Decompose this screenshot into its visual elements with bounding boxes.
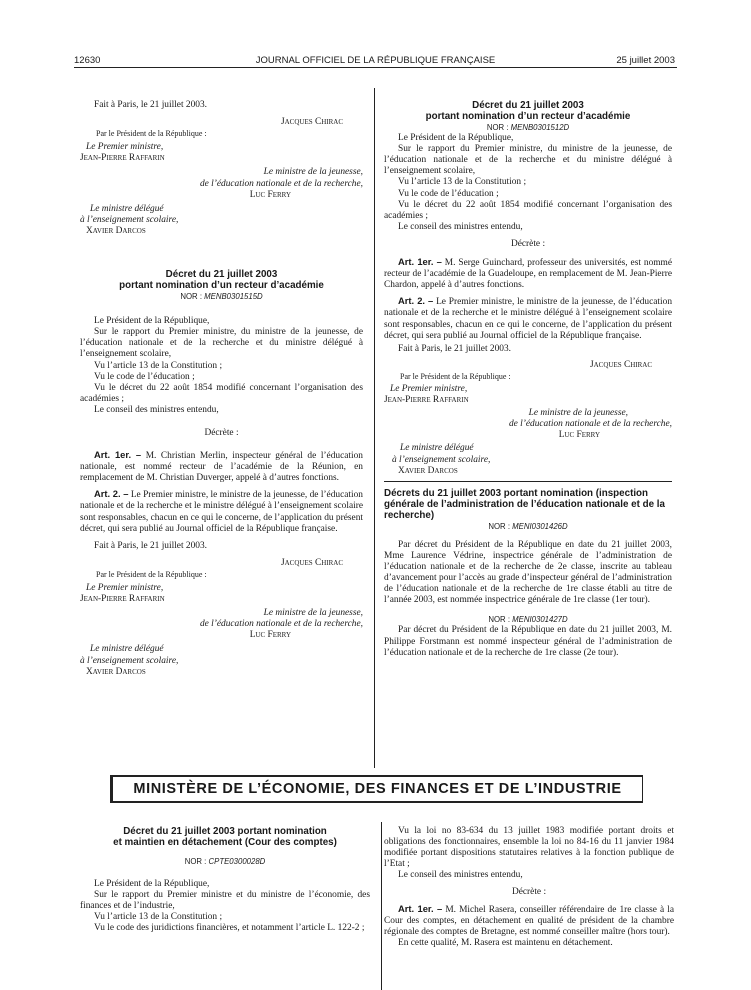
- minister-title-1: Le ministre de la jeunesse,: [263, 167, 363, 178]
- decrete-heading: Décrète :: [204, 427, 239, 438]
- signature-block-top: [80, 100, 363, 237]
- minister-name: Luc Ferry: [249, 630, 291, 641]
- decree-subtitle: et maintien en détachement (Cour des comptes): [113, 837, 337, 848]
- article-1: [384, 256, 672, 291]
- minister-name: Luc Ferry: [249, 189, 291, 200]
- decrees-inspection: [384, 488, 672, 659]
- fait-line: Fait à Paris, le 21 juillet 2003.: [94, 100, 208, 110]
- minister-title-1: Le ministre de la jeunesse,: [263, 608, 363, 619]
- delegate-title-1: Le ministre délégué: [90, 644, 164, 655]
- nor-reference: [384, 122, 672, 133]
- paragraph: Sur le rapport du Premier ministre, du ministre de la jeunesse, de l’éducation nationale et de la recherche et du ministre délégué à l’enseignement scolaire,: [80, 327, 363, 360]
- paragraph: Sur le rapport du Premier ministre et du ministre de l’économie, des finances et de l’industrie,: [80, 890, 370, 912]
- paragraph: Le conseil des ministres entendu,: [398, 870, 523, 881]
- nor-label: NOR :: [180, 292, 205, 302]
- decree-rasera-left: [80, 826, 370, 935]
- president-name: Jacques Chirac: [280, 557, 343, 568]
- decree-title: Décret du 21 juillet 2003 portant nomination: [123, 826, 327, 837]
- decree-subtitle: portant nomination d’un recteur d’académie: [119, 280, 324, 292]
- paragraph: Par décret du Président de la République en date du 21 juillet 2003, M. Philippe Forstmann est nommé inspecteur général de l’administration de l’éducation nationale et de la recherche de 1re classe (2e tour).: [384, 625, 672, 658]
- minister-title-2: de l’éducation nationale et de la recherche,: [508, 419, 672, 430]
- paragraph: Le Président de la République,: [398, 133, 514, 144]
- article-2: [80, 488, 363, 534]
- paragraph: Vu le code des juridictions financières, et notamment l’article L. 122-2 ;: [94, 923, 365, 934]
- article-text: Le Premier ministre, le ministre de la jeunesse, de l’éducation nationale et de la recherche et le ministre délégué à l’enseignement scolaire sont responsables, chacun en ce qui le concerne, de l’application du présent décret, qui sera publié au Journal officiel de la République française.: [384, 297, 673, 341]
- article-2: [384, 295, 672, 341]
- nor-code: MENI0301426D: [512, 521, 568, 531]
- nor-reference: [80, 291, 363, 302]
- paragraph: Vu le décret du 22 août 1854 modifié concernant l’organisation des académies ;: [80, 382, 363, 404]
- decree-title: Décrets du 21 juillet 2003 portant nomination (inspection générale de l’administration de l’éducation nationale et de la recherche): [384, 487, 665, 521]
- nor-reference: [384, 614, 672, 625]
- column-divider-bottom: [381, 822, 382, 990]
- decree-merlin: [80, 269, 363, 678]
- nor-reference: [80, 856, 370, 867]
- article-1: [80, 449, 363, 484]
- paragraph: Le Président de la République,: [94, 316, 210, 327]
- par-le-president: Par le Président de la République :: [400, 371, 511, 381]
- paragraph: Vu la loi no 83-634 du 13 juillet 1983 modifiée portant droits et obligations des fonctionnaires, ensemble la loi no 84-16 du 11 janvier 1984 modifiée portant dispositions statutaires relatives à la fonction publique de l’Etat ;: [384, 826, 674, 870]
- left-column: [80, 100, 363, 678]
- minister-title-1: Le ministre de la jeunesse,: [528, 408, 628, 419]
- delegate-name: Xavier Darcos: [86, 666, 146, 677]
- minister-title-2: de l’éducation nationale et de la recherche,: [199, 178, 363, 189]
- article-1: [384, 903, 674, 938]
- section-rule: [384, 481, 672, 482]
- nor-code: MENB0301515D: [204, 292, 263, 302]
- article-label: Art. 2. –: [398, 295, 434, 307]
- pm-title: Le Premier ministre,: [86, 583, 164, 593]
- decree-guinchard: [384, 100, 672, 477]
- delegate-title-1: Le ministre délégué: [400, 443, 474, 454]
- pm-title: Le Premier ministre,: [86, 142, 164, 153]
- delegate-title-2: à l’enseignement scolaire,: [80, 214, 179, 225]
- pm-name: Jean-Pierre Raffarin: [80, 153, 165, 164]
- paragraph: Vu l’article 13 de la Constitution ;: [94, 360, 223, 371]
- decrete-heading: Décrète :: [510, 238, 546, 249]
- pm-name: Jean-Pierre Raffarin: [384, 395, 469, 406]
- article-label: Art. 1er. –: [94, 449, 142, 461]
- paragraph: Par décret du Président de la République en date du 21 juillet 2003, Mme Laurence Védrine, inspectrice générale de l’administration de l’éducation nationale et de la recherche de 2e classe, inscrite au tableau d’avancement pour l’accès au grade d’inspecteur général de l’administration de l’éducation nationale et de la recherche de 1re classe établi au titre de l’année 2003, est nommée inspectrice générale de 1re classe (1er tour).: [384, 539, 672, 606]
- article-text: M. Christian Merlin, inspecteur général de l’éducation nationale, est nommé recteur de l’académie de la Réunion, en remplacement de M. Christian Duverger, appelé à d’autres fonctions.: [80, 451, 363, 484]
- delegate-title-1: Le ministre délégué: [90, 203, 164, 214]
- right-column: [384, 100, 672, 659]
- minister-title-2: de l’éducation nationale et de la recherche,: [199, 619, 363, 630]
- paragraph: Vu le décret du 22 août 1854 modifié concernant l’organisation des académies ;: [384, 199, 672, 221]
- pm-title: Le Premier ministre,: [390, 383, 468, 394]
- paragraph: Vu l’article 13 de la Constitution ;: [398, 177, 527, 188]
- fait-line: Fait à Paris, le 21 juillet 2003.: [398, 343, 512, 354]
- article-label: Art. 1er. –: [398, 902, 443, 914]
- par-le-president: Par le Président de la République :: [96, 569, 207, 579]
- decree-rasera-right: [384, 826, 674, 949]
- paragraph: Vu l’article 13 de la Constitution ;: [94, 912, 223, 923]
- president-name: Jacques Chirac: [280, 117, 343, 128]
- column-divider: [374, 88, 375, 768]
- paragraph: Le conseil des ministres entendu,: [94, 404, 219, 415]
- issue-date: 25 juillet 2003: [616, 55, 675, 66]
- article-text: M. Michel Rasera, conseiller référendaire de 1re classe à la Cour des comptes, en détachement en qualité de président de la chambre régionale des comptes de Bretagne, est nommé conseiller maître (hors tour).: [384, 904, 675, 937]
- article-text: Le Premier ministre, le ministre de la jeunesse, de l’éducation nationale et de la recherche et le ministre délégué à l’enseignement scolaire sont responsables, chacun en ce qui le concerne, de l’application du présent décret, qui sera publié au Journal officiel de la République française.: [80, 490, 363, 534]
- nor-code: MENB0301512D: [510, 123, 570, 132]
- president-name: Jacques Chirac: [589, 359, 652, 370]
- delegate-name: Xavier Darcos: [86, 225, 146, 236]
- ministry-banner: [110, 775, 643, 803]
- paragraph: Vu le code de l’éducation ;: [398, 188, 499, 199]
- decree-title: Décret du 21 juillet 2003: [472, 100, 584, 111]
- paragraph: Le conseil des ministres entendu,: [398, 221, 523, 232]
- par-le-president: Par le Président de la République :: [96, 129, 207, 139]
- nor-label: NOR :: [486, 123, 511, 132]
- decrete-heading: Décrète :: [511, 887, 547, 898]
- nor-label: NOR :: [488, 521, 513, 531]
- nor-label: NOR :: [184, 857, 209, 866]
- decree-title: Décret du 21 juillet 2003: [165, 269, 278, 281]
- pm-name: Jean-Pierre Raffarin: [80, 594, 165, 605]
- nor-label: NOR :: [488, 615, 513, 625]
- nor-code: MENI0301427D: [512, 615, 568, 625]
- fait-line: Fait à Paris, le 21 juillet 2003.: [94, 540, 208, 551]
- header-rule: [74, 67, 677, 68]
- journal-title: JOURNAL OFFICIEL DE LA RÉPUBLIQUE FRANÇAISE: [255, 55, 496, 66]
- paragraph: Le Président de la République,: [94, 879, 210, 890]
- nor-code: CPTE0300028D: [208, 857, 266, 866]
- article-label: Art. 2. –: [94, 488, 129, 500]
- paragraph: Vu le code de l’éducation ;: [94, 371, 195, 382]
- nor-reference: [384, 521, 672, 532]
- delegate-title-2: à l’enseignement scolaire,: [392, 454, 491, 465]
- page-number: 12630: [74, 55, 101, 66]
- delegate-name: Xavier Darcos: [398, 465, 458, 476]
- article-text: M. Serge Guinchard, professeur des universités, est nommé recteur de l’académie de la Guadeloupe, en remplacement de M. Jean-Pierre Chardon, appelé à d’autres fonctions.: [384, 258, 673, 291]
- paragraph: En cette qualité, M. Rasera est maintenu en détachement.: [398, 937, 613, 948]
- article-label: Art. 1er. –: [398, 256, 442, 268]
- decree-subtitle: portant nomination d’un recteur d’académie: [425, 111, 631, 122]
- minister-name: Luc Ferry: [558, 430, 600, 441]
- delegate-title-2: à l’enseignement scolaire,: [80, 655, 179, 666]
- paragraph: Sur le rapport du Premier ministre, du ministre de la jeunesse, de l’éducation nationale et de la recherche et du ministre délégué à l’enseignement scolaire,: [384, 144, 672, 177]
- ministry-title: MINISTÈRE DE L’ÉCONOMIE, DES FINANCES ET DE L’INDUSTRIE: [133, 781, 622, 797]
